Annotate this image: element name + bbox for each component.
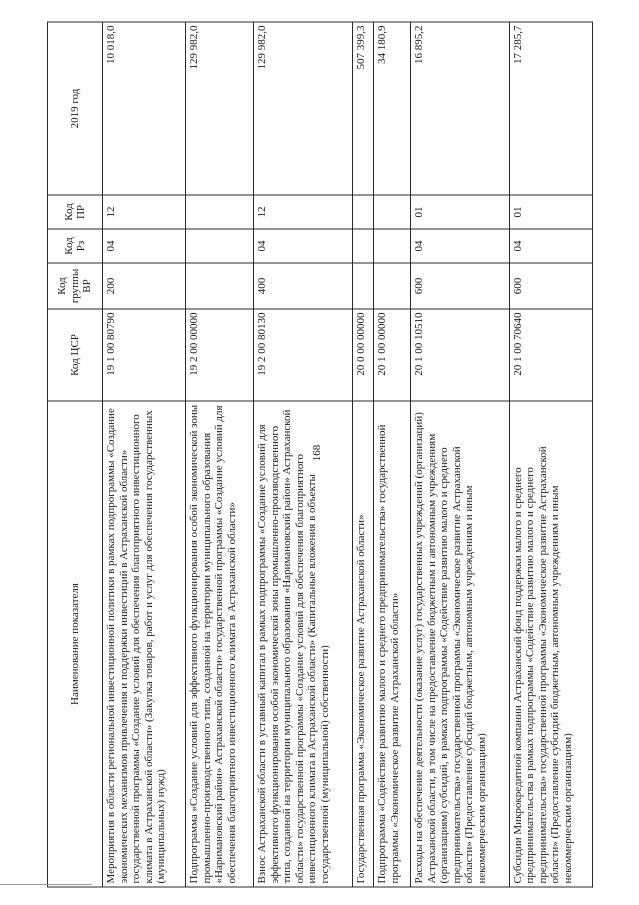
cell-rz: 04 [254,229,353,263]
cell-amount: 129 982,0 [186,22,254,195]
cell-name: Государственная программа «Экономическое развитие Астраханской области» [352,401,374,887]
cell-rz: 04 [509,229,592,263]
cell-pr: 01 [411,195,510,229]
cell-vr: 200 [103,263,186,309]
cell-rz: 04 [411,229,510,263]
page-number: 168 [311,444,323,462]
cell-pr: 12 [103,195,186,229]
cell-rz [352,229,374,263]
cell-pr [186,195,254,229]
rotated-table-container [47,23,593,888]
cell-csr: 19 2 00 00000 [186,309,254,401]
cell-pr [352,195,374,229]
cell-name: Мероприятия в области региональной инвестиционной политики в рамках подпрограммы «Создание экономических механизмов привлечения и поддержки инвестиций в Астраханской области» государственной программы «Создание условий для обеспечения благоприятного инвестиционного климата в Астраханской области» (Закупка товаров, работ и услуг для обеспечения государственных (муниципальных) нужд) [103,401,186,887]
header-name: Наименование показателя [48,401,103,887]
cell-name: Подпрограмма «Содействие развитию малого и среднего предпринимательства» государственной программы «Экономическое развитие Астраханской области» [374,401,411,887]
cell-name: Взнос Астраханской области в уставный капитал в рамках подпрограммы «Создание условий для эффективного функционирования особой экономической зоны промышленно-производственного типа, созданной на территории муниципального образования «Наримановский район» Астраханской области» государственной программы «Создание условий для обеспечения благоприятного инвестиционного климата в Астраханской области» (Капитальные вложения в объекты государственной (муниципальной) собственности) [254,401,353,887]
table-row [509,22,592,887]
table-row [352,22,374,887]
cell-amount: 507 399,3 [352,22,374,195]
header-rz: Код Рз [48,229,103,263]
cell-csr: 20 1 00 70640 [509,309,592,401]
scan-edge-line [0,884,92,885]
cell-name: Подпрограмма «Создание условий для эффективного функционирования особой экономической зоны промышленно-производственного типа, созданной на территории муниципального образования «Наримановский район» Астраханской области» государственной программы «Создание условий для обеспечения благоприятного инвестиционного климата в Астраханской области» [186,401,254,887]
table-row [374,22,411,887]
table-row [103,22,186,887]
cell-pr [374,195,411,229]
cell-name: Субсидии Микрокредитной компании Астраханский фонд поддержки малого и среднего предпринимательства в рамках подпрограммы «Содействие развитию малого и среднего предпринимательства» государственной программы «Экономическое развитие Астраханской области» (Предоставление субсидий бюджетным, автономным учреждениям и иным некоммерческим организациям) [509,401,592,887]
cell-pr: 12 [254,195,353,229]
header-vr: Код группы ВР [48,263,103,309]
cell-vr [352,263,374,309]
cell-amount: 10 018,0 [103,22,186,195]
cell-vr: 600 [411,263,510,309]
cell-csr: 19 2 00 80130 [254,309,353,401]
cell-vr: 400 [254,263,353,309]
cell-rz [186,229,254,263]
header-year: 2019 год [48,22,103,195]
cell-rz [374,229,411,263]
cell-name: Расходы на обеспечение деятельности (оказание услуг) государственных учреждений (организаций) Астраханской области, в том числе на предоставление бюджетным и автономным учреждениям (организациям) субсидий, в рамках подпрограммы «Содействие развитию малого и среднего предпринимательства» государственной программы «Экономическое развитие Астраханской области» (Предоставление субсидий бюджетным, автономным учреждениям и иным некоммерческим организациям) [411,401,510,887]
header-csr: Код ЦСР [48,309,103,401]
table-row [411,22,510,887]
cell-amount: 129 982,0 [254,22,353,195]
table-row [254,22,353,887]
budget-table [47,22,593,888]
cell-vr: 600 [509,263,592,309]
cell-vr [374,263,411,309]
cell-vr [186,263,254,309]
cell-pr: 01 [509,195,592,229]
cell-csr: 20 1 00 10510 [411,309,510,401]
cell-amount: 34 180,9 [374,22,411,195]
header-pr: Код ПР [48,195,103,229]
table-header-row [48,22,103,887]
cell-amount: 17 285,7 [509,22,592,195]
cell-amount: 16 895,2 [411,22,510,195]
cell-rz: 04 [103,229,186,263]
cell-csr: 20 0 00 00000 [352,309,374,401]
cell-csr: 19 1 00 80790 [103,309,186,401]
table-row [186,22,254,887]
cell-csr: 20 1 00 00000 [374,309,411,401]
